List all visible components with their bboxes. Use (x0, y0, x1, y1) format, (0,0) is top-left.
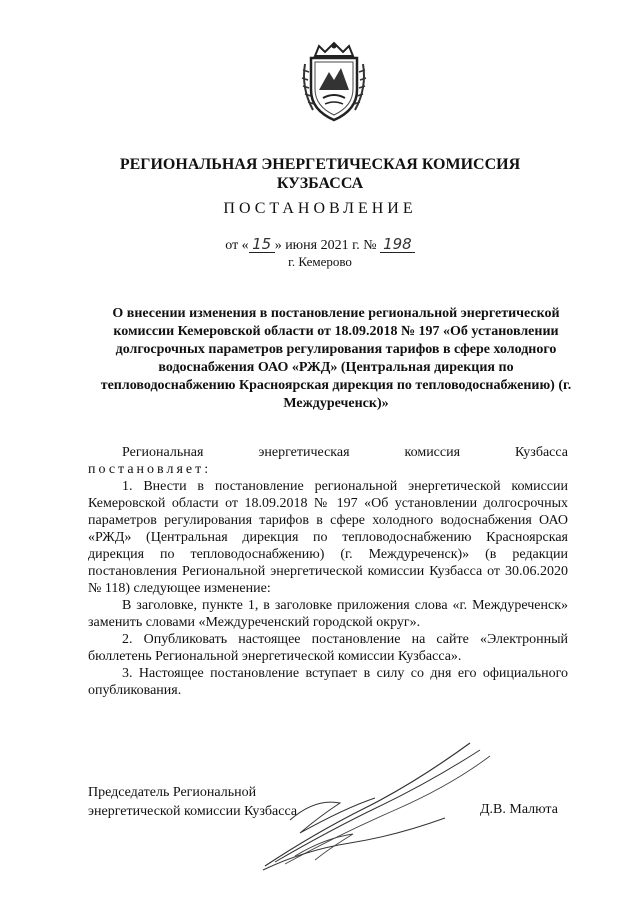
organization-name-line2: КУЗБАССА (276, 175, 364, 192)
coat-of-arms-icon (297, 40, 371, 124)
date-month-year: » июня 2021 г. № (274, 238, 377, 253)
item-1: 1. Внести в постановление региональной энергетической комиссии Кемеровской области от 18.09.2018 № 197 «Об установлении долгосрочных параметров регулирования тарифов в сфере холодного водоснабжения ОАО «РЖД» (Центральная дирекция по тепловодоснабжению Красноярская дирекция по тепловодоснабжению) (г. Междуреченск)» (в редакции постановления Региональной энергетической комиссии Кузбасса от 30.06.2020 № 118) следующее изменение: (88, 479, 568, 596)
decree-word: постановляет: (88, 462, 212, 477)
document-title: О внесении изменения в постановление региональной энергетической комиссии Кемеровской области от 18.09.2018 № 197 «Об установлении долгосрочных параметров регулирования тарифов в сфере холодного водоснабжения ОАО «РЖД» (Центральная дирекция по тепловодоснабжению Красноярская дирекция по тепловодоснабжению) (г. Междуреченск)» (100, 306, 572, 411)
date-line (0, 236, 640, 254)
item-1-detail: В заголовке, пункте 1, в заголовке приложения слова «г. Междуреченск» заменить словами «Междуреченский городской округ». (88, 598, 568, 630)
document-body (88, 444, 568, 699)
signatory-name: Д.В. Малюта (480, 802, 558, 817)
document-type: ПОСТАНОВЛЕНИЕ (223, 200, 417, 217)
date-day-handwritten: 15 (249, 236, 275, 253)
city: г. Кемерово (288, 254, 352, 269)
handwritten-signature-icon (255, 738, 505, 878)
intro-paragraph: Региональная энергетическая комиссия Кузбасса (122, 445, 568, 460)
signatory-title-line1: Председатель Региональной (88, 785, 257, 800)
signatory-title-line2: энергетической комиссии Кузбасса (88, 804, 298, 819)
date-prefix: от « (225, 238, 249, 253)
document-number-handwritten: 198 (380, 236, 415, 253)
organization-name-line1: РЕГИОНАЛЬНАЯ ЭНЕРГЕТИЧЕСКАЯ КОМИССИЯ (119, 156, 521, 173)
item-3: 3. Настоящее постановление вступает в силу со дня его официального опубликования. (88, 666, 568, 698)
item-2: 2. Опубликовать настоящее постановление на сайте «Электронный бюллетень Региональной энергетической комиссии Кузбасса». (88, 632, 568, 664)
